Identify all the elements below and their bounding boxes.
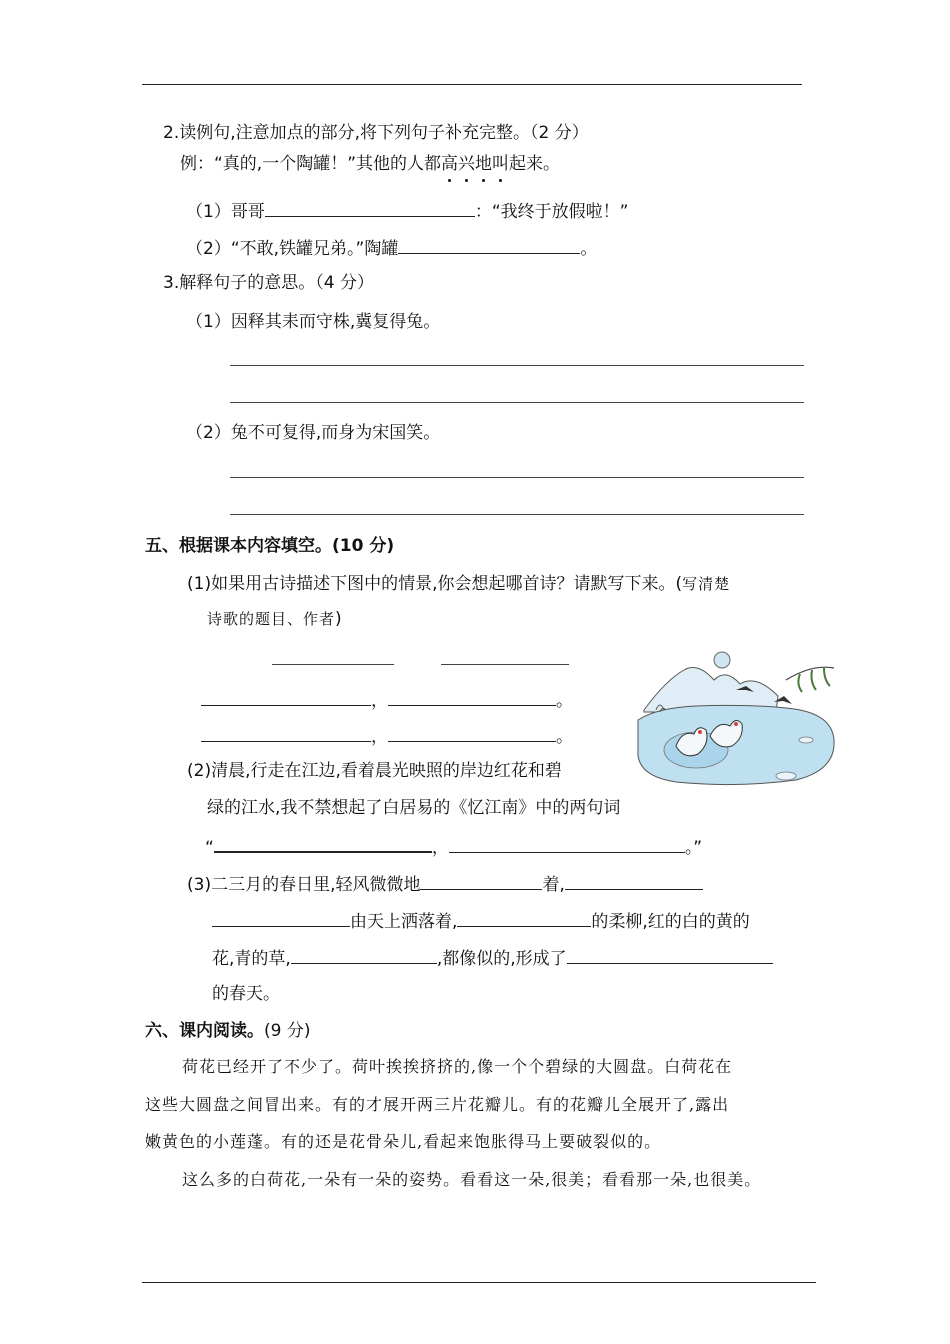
q2-item2-prefix: （2）“不敢,铁罐兄弟。”陶罐 — [186, 239, 399, 259]
answer-blank[interactable] — [214, 833, 432, 853]
answer-blank[interactable] — [567, 945, 773, 964]
q3-text-d: 的柔柳,红的白的黄的 — [591, 912, 750, 932]
answer-blank[interactable] — [565, 871, 703, 890]
sec5-q1-note: 写清楚 — [682, 575, 731, 593]
sec5-q1-line2 — [207, 608, 342, 630]
period: 。 — [556, 727, 573, 747]
comma: ， — [371, 691, 388, 711]
section6-title-text: 六、课内阅读。 — [145, 1021, 264, 1041]
answer-blank[interactable] — [201, 687, 371, 706]
reading-p1-line2: 这些大圆盘之间冒出来。有的才展开两三片花瓣儿。有的花瓣儿全展开了,露出 — [145, 1095, 730, 1114]
q2-item2-suffix: 。 — [580, 239, 598, 259]
q2-example-prefix: 例：“真的,一个陶罐！”其他的人都 — [180, 154, 442, 174]
mandarin-ducks-illustration — [636, 650, 836, 788]
q2-item1-suffix: ：“我终于放假啦！” — [474, 202, 629, 222]
q3-item1: （1）因释其耒而守株,冀复得兔。 — [186, 312, 441, 332]
q2-item2 — [186, 235, 597, 260]
dotted-char: 叫 — [492, 154, 510, 174]
section6-score: (9 分) — [264, 1021, 311, 1041]
sec5-q3-line3 — [212, 945, 773, 970]
q3-text-b: 着, — [542, 875, 565, 895]
q3-text-a: (3)二三月的春日里,轻风微微地 — [187, 875, 421, 895]
dotted-char: 地 — [475, 154, 493, 174]
sec5-q3-line1 — [187, 871, 703, 896]
q3-text-e: 花,青的草, — [212, 949, 291, 969]
poem-title-blank[interactable] — [272, 664, 394, 665]
section5-title: 五、根据课本内容填空。(10 分) — [145, 536, 395, 556]
reading-p2-line1: 这么多的白荷花,一朵有一朵的姿势。看看这一朵,很美；看看那一朵,也很美。 — [182, 1170, 762, 1189]
answer-blank[interactable] — [388, 687, 556, 706]
q3-item2: （2）兔不可复得,而身为宋国笑。 — [186, 423, 441, 443]
answer-blank[interactable] — [265, 198, 475, 217]
poem-line2 — [201, 723, 573, 748]
reading-p1-line3: 嫩黄色的小莲蓬。有的还是花骨朵儿,看起来饱胀得马上要破裂似的。 — [145, 1132, 662, 1151]
answer-blank[interactable] — [388, 723, 556, 742]
dotted-char: 高 — [441, 154, 459, 174]
sec5-q2-line2: 绿的江水,我不禁想起了白居易的《忆江南》中的两句词 — [207, 798, 621, 818]
reading-p1-line1: 荷花已经开了不少了。荷叶挨挨挤挤的,像一个个碧绿的大圆盘。白荷花在 — [182, 1057, 733, 1076]
sec5-q2-line1: (2)清晨,行走在江边,看着晨光映照的岸边红花和碧 — [187, 761, 562, 781]
answer-blank[interactable] — [201, 723, 371, 742]
open-quote: “ — [205, 838, 214, 858]
period: 。 — [556, 691, 573, 711]
poem-line1 — [201, 687, 573, 712]
answer-blank[interactable] — [457, 908, 591, 927]
top-rule — [142, 84, 802, 85]
q2-example — [180, 153, 560, 175]
q2-title: 2.读例句,注意加点的部分,将下列句子补充完整。（2 分） — [163, 123, 589, 143]
q3-text-c: 由天上洒落着, — [350, 912, 458, 932]
q2-item1 — [186, 198, 628, 223]
q3-title: 3.解释句子的意思。（4 分） — [163, 273, 374, 293]
sec5-q1-text: (1)如果用古诗描述下图中的情景,你会想起哪首诗？请默写下来。( — [187, 574, 683, 594]
sec5-q1-close: ) — [335, 609, 342, 629]
sec5-q3-line2 — [212, 908, 750, 933]
answer-line[interactable] — [230, 365, 804, 366]
answer-blank[interactable] — [449, 834, 685, 853]
q2-item1-prefix: （1）哥哥 — [186, 202, 265, 222]
close-quote: 。” — [684, 838, 703, 858]
answer-blank[interactable] — [420, 871, 542, 890]
answer-line[interactable] — [230, 514, 804, 515]
answer-line[interactable] — [230, 402, 804, 403]
sec5-q3-line4: 的春天。 — [212, 984, 280, 1004]
dotted-char: 兴 — [458, 154, 476, 174]
q3-text-f: ,都像似的,形成了 — [436, 949, 567, 969]
answer-blank[interactable] — [212, 908, 350, 927]
q2-example-suffix: 起来。 — [509, 154, 561, 174]
sec5-q1-line1 — [187, 573, 730, 595]
answer-blank[interactable] — [291, 945, 437, 964]
sec5-q1-note2: 诗歌的题目、作者 — [207, 610, 336, 628]
comma: ， — [371, 727, 388, 747]
comma: ， — [431, 838, 449, 858]
sec5-q2-line3 — [205, 833, 702, 859]
bottom-rule — [142, 1282, 816, 1283]
section6-title — [145, 1020, 310, 1042]
answer-blank[interactable] — [398, 235, 580, 254]
answer-line[interactable] — [230, 477, 804, 478]
poem-author-blank[interactable] — [441, 664, 569, 665]
